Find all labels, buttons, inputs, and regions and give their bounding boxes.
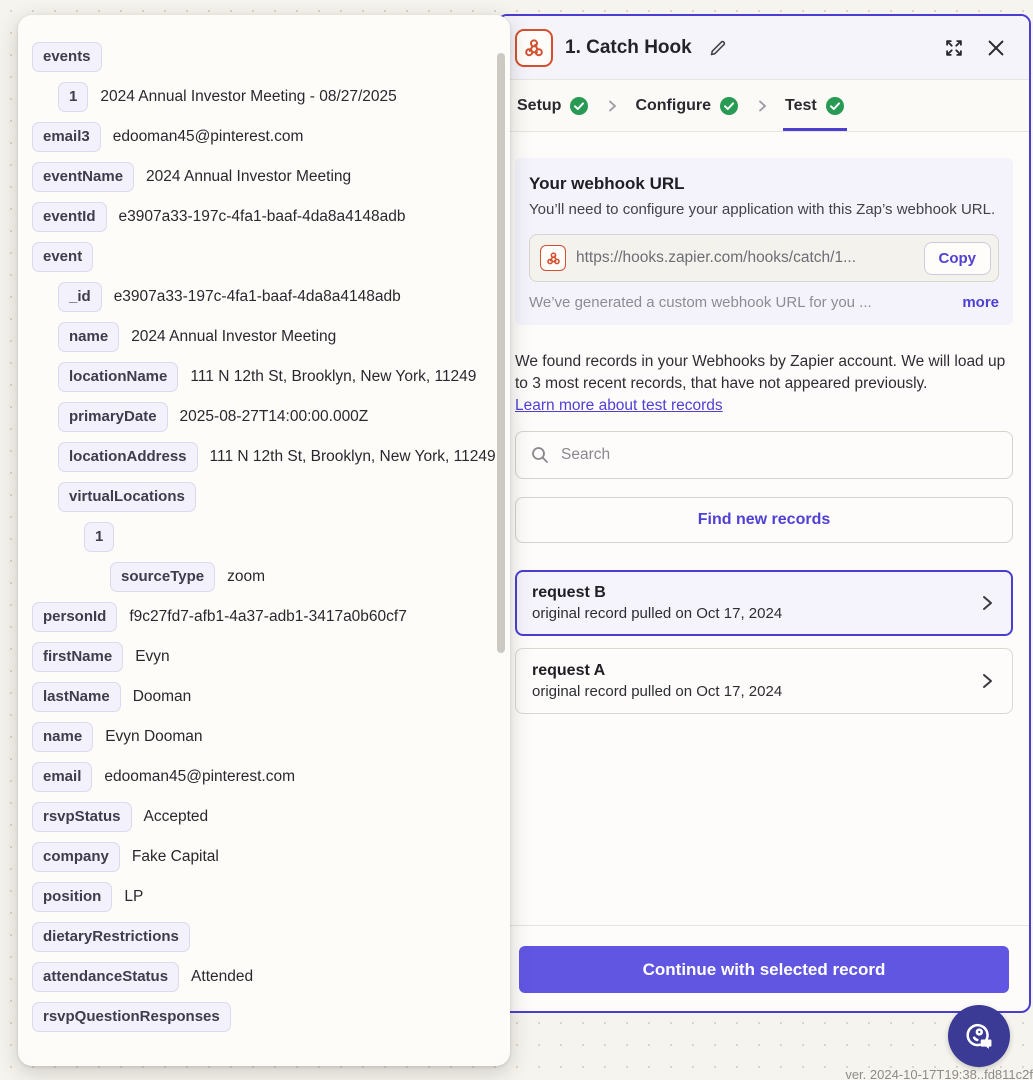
webhook-icon [545, 250, 562, 267]
field-key-pill: dietaryRestrictions [32, 922, 190, 952]
continue-with-selected-record-button[interactable]: Continue with selected record [519, 946, 1009, 993]
tab-test[interactable] [783, 80, 847, 131]
tree-row [32, 402, 496, 432]
tab-separator-chevron-icon [605, 99, 619, 113]
field-key-pill: email3 [32, 122, 101, 152]
field-value: Dooman [132, 688, 192, 705]
record-title: request B [532, 584, 606, 601]
field-key-pill: name [58, 322, 119, 352]
record-title: request A [532, 662, 606, 679]
tree-row [32, 802, 496, 832]
expand-panel-button[interactable] [939, 33, 969, 63]
copy-url-button[interactable]: Copy [924, 242, 992, 275]
field-key-pill: position [32, 882, 112, 912]
webhook-url-note [529, 294, 999, 311]
webhook-box-description: You’ll need to configure your application with this Zap’s webhook URL. [529, 201, 996, 218]
tree-row [32, 282, 496, 312]
field-value: zoom [227, 568, 265, 585]
help-chat-button[interactable] [948, 1005, 1010, 1067]
record-main [532, 584, 978, 622]
tree-row [32, 242, 496, 272]
field-value: 2025-08-27T14:00:00.000Z [179, 408, 369, 425]
field-value: Evyn [135, 648, 170, 665]
tab-test-label: Test [785, 96, 817, 114]
field-value: 2024 Annual Investor Meeting - 08/27/2025 [100, 88, 397, 105]
field-key-pill: _id [58, 282, 102, 312]
webhook-icon [522, 36, 546, 60]
field-key-pill: events [32, 42, 102, 72]
field-value: 111 N 12th St, Brooklyn, New York, 11249 [190, 368, 477, 385]
step-footer [499, 925, 1029, 1011]
field-key-pill: primaryDate [58, 402, 168, 432]
version-text: ver. 2024-10-17T19:38..fd811c2f [845, 1067, 1033, 1080]
tree-row [32, 442, 496, 472]
field-value: 2024 Annual Investor Meeting [146, 168, 352, 185]
more-link[interactable]: more [962, 294, 999, 311]
field-key-pill: eventName [32, 162, 134, 192]
tab-setup-label: Setup [517, 96, 562, 114]
tree-row [32, 42, 496, 72]
field-value: 111 N 12th St, Brooklyn, New York, 11249 [209, 448, 496, 465]
field-key-pill: email [32, 762, 92, 792]
tree-row [32, 522, 496, 552]
webhook-mini-app-icon [540, 245, 566, 271]
record-main [532, 662, 978, 700]
data-tree [32, 42, 496, 1032]
field-value: Attended [191, 968, 254, 985]
field-value: 2024 Annual Investor Meeting [131, 328, 337, 345]
field-key-pill: locationAddress [58, 442, 198, 472]
tree-row [32, 642, 496, 672]
search-input[interactable] [561, 446, 998, 464]
field-value: edooman45@pinterest.com [104, 768, 296, 785]
webhook-url-text: https://hooks.zapier.com/hooks/catch/1... [576, 249, 857, 266]
field-key-pill: attendanceStatus [32, 962, 179, 992]
setup-complete-check-icon [569, 96, 589, 116]
close-icon [985, 37, 1007, 59]
tree-row [32, 482, 496, 512]
field-key-pill: rsvpStatus [32, 802, 132, 832]
tree-row [32, 922, 496, 952]
scrollbar-thumb[interactable] [497, 53, 505, 653]
webhook-app-icon [515, 29, 553, 67]
step-header [499, 16, 1029, 80]
webhook-url-box [515, 158, 1013, 325]
find-new-records-button[interactable]: Find new records [515, 497, 1013, 543]
field-key-pill: event [32, 242, 93, 272]
tree-row [32, 962, 496, 992]
tree-row [32, 762, 496, 792]
learn-more-link[interactable]: Learn more about test records [515, 397, 723, 414]
test-complete-check-icon [825, 96, 845, 116]
field-key-pill: 1 [58, 82, 88, 112]
field-key-pill: 1 [84, 522, 114, 552]
webhook-box-title: Your webhook URL [529, 174, 685, 193]
step-test-body [499, 132, 1029, 925]
tab-configure[interactable] [633, 80, 741, 131]
field-value: e3907a33-197c-4fa1-baaf-4da8a4148adb [118, 208, 406, 225]
field-key-pill: locationName [58, 362, 178, 392]
field-key-pill: name [32, 722, 93, 752]
tree-row [32, 1002, 496, 1032]
records-intro-text: We found records in your Webhooks by Zapier account. We will load up to 3 most recent records, that have not appeared previously. [515, 353, 1006, 392]
field-value: f9c27fd7-afb1-4a37-adb1-3417a0b60cf7 [129, 608, 407, 625]
record-card-request-b[interactable] [515, 570, 1013, 636]
tree-row [32, 202, 496, 232]
tree-row [32, 882, 496, 912]
chevron-right-icon [978, 672, 996, 690]
tree-row [32, 682, 496, 712]
field-key-pill: firstName [32, 642, 123, 672]
field-key-pill: eventId [32, 202, 107, 232]
pencil-icon [708, 38, 728, 58]
webhook-note-text: We’ve generated a custom webhook URL for you ... [529, 294, 872, 311]
tree-row [32, 122, 496, 152]
record-card-request-a[interactable] [515, 648, 1013, 714]
record-data-panel [18, 15, 510, 1066]
tree-row [32, 722, 496, 752]
tree-row [32, 162, 496, 192]
search-icon [530, 445, 550, 465]
close-panel-button[interactable] [981, 33, 1011, 63]
tree-row [32, 842, 496, 872]
field-value: edooman45@pinterest.com [112, 128, 304, 145]
tree-row [32, 602, 496, 632]
step-title: 1. Catch Hook [565, 36, 692, 58]
field-value: Accepted [143, 808, 209, 825]
record-subtitle: original record pulled on Oct 17, 2024 [532, 683, 783, 700]
tree-row [32, 82, 496, 112]
field-key-pill: lastName [32, 682, 121, 712]
field-key-pill: company [32, 842, 120, 872]
field-key-pill: virtualLocations [58, 482, 196, 512]
step-test-panel [497, 14, 1031, 1013]
field-value: e3907a33-197c-4fa1-baaf-4da8a4148adb [113, 288, 401, 305]
tree-row [32, 362, 496, 392]
records-search-box [515, 431, 1013, 479]
tree-row [32, 322, 496, 352]
field-key-pill: sourceType [110, 562, 215, 592]
record-subtitle: original record pulled on Oct 17, 2024 [532, 605, 783, 622]
rename-step-button[interactable] [704, 34, 732, 62]
field-value: Fake Capital [131, 848, 219, 865]
webhook-url-field [529, 234, 999, 282]
step-tabbar [499, 80, 1029, 132]
tab-configure-label: Configure [635, 96, 711, 114]
field-value: LP [124, 888, 144, 905]
tab-setup[interactable] [515, 80, 591, 131]
tab-separator-chevron-icon [755, 99, 769, 113]
field-key-pill: rsvpQuestionResponses [32, 1002, 231, 1032]
tree-row [32, 562, 496, 592]
chevron-right-icon [978, 594, 996, 612]
field-key-pill: personId [32, 602, 117, 632]
configure-complete-check-icon [719, 96, 739, 116]
chatbot-icon [962, 1019, 996, 1053]
field-value: Evyn Dooman [105, 728, 203, 745]
expand-icon [943, 37, 965, 59]
